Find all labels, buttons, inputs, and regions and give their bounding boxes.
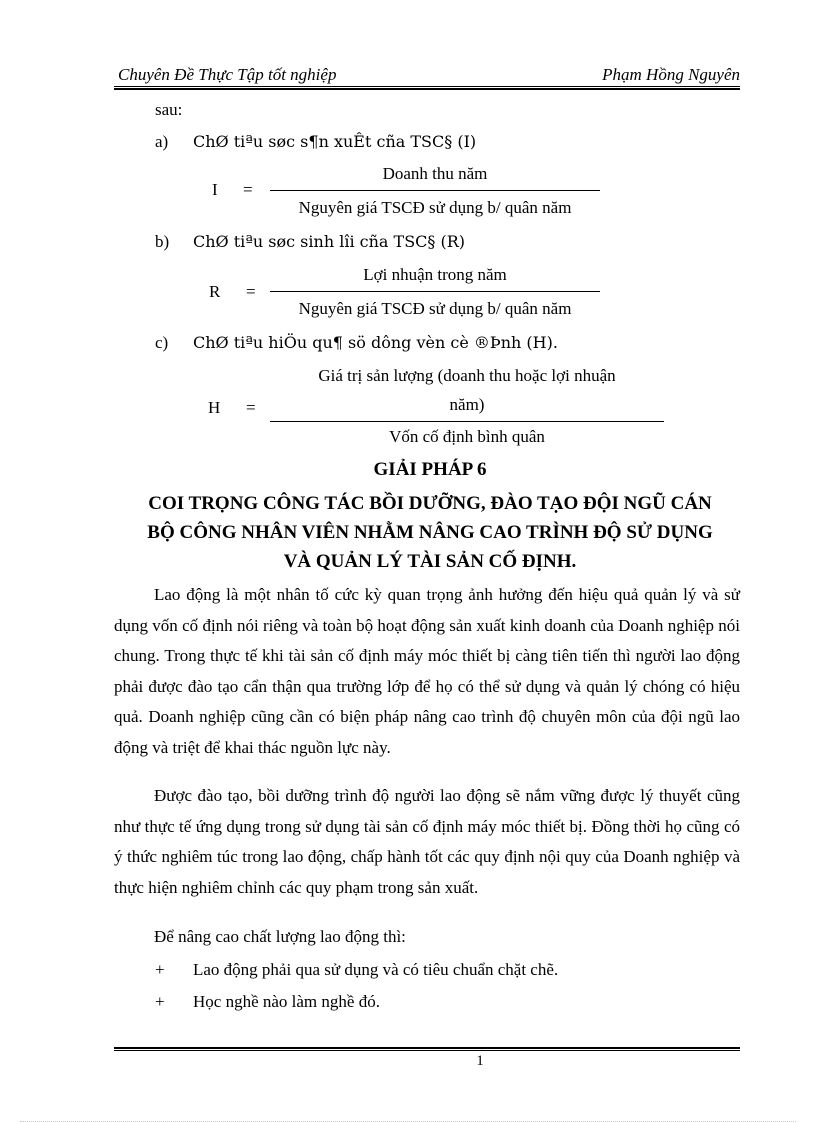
item-b-text: ChØ tiªu søc sinh lîi cña TSC§ (R) — [193, 232, 466, 251]
formula-h-numerator-line1: Giá trị sản lượng (doanh thu hoặc lợi nhuận — [318, 366, 616, 385]
formula-h-denominator: Vốn cố định bình quân — [389, 427, 545, 446]
solution-title-line-2: BỘ CÔNG NHÂN VIÊN NHẰM NÂNG CAO TRÌNH ĐỘ SỬ DỤNG — [147, 522, 713, 543]
paragraph-3: Để nâng cao chất lượng lao động thì: — [154, 927, 406, 946]
formula-i-denominator: Nguyên giá TSCĐ sử dụng b/ quân năm — [298, 198, 572, 217]
formula-r-equals: = — [246, 282, 256, 301]
footer-rule — [114, 1047, 740, 1051]
bullet-2-text: Học nghề nào làm nghề đó. — [193, 992, 380, 1011]
formula-h-equals: = — [246, 398, 256, 417]
formula-i-fraction-bar — [270, 190, 600, 191]
bullet-1-text: Lao động phải qua sử dụng và có tiêu chuẩn chặt chẽ. — [193, 960, 559, 979]
item-a-marker: a) — [155, 132, 169, 151]
formula-r-denominator: Nguyên giá TSCĐ sử dụng b/ quân năm — [298, 299, 572, 318]
intro-text: sau: — [155, 100, 183, 119]
solution-title-line-1: COI TRỌNG CÔNG TÁC BỒI DƯỠNG, ĐÀO TẠO ĐỘI NGŨ CÁN — [148, 493, 712, 514]
bullet-2-marker: + — [155, 992, 165, 1011]
page-edge-dotted-line — [20, 1121, 796, 1122]
formula-i-numerator: Doanh thu năm — [382, 164, 488, 183]
formula-h-numerator-line2: năm) — [449, 395, 485, 414]
formula-i-equals: = — [243, 180, 253, 199]
formula-i-symbol: I — [212, 180, 218, 199]
bullet-1-marker: + — [155, 960, 165, 979]
item-c-marker: c) — [155, 333, 169, 352]
header-left-text: Chuyên Đề Thực Tập tốt nghiệp — [118, 65, 337, 84]
formula-r-symbol: R — [209, 282, 221, 301]
solution-title-line-3: VÀ QUẢN LÝ TÀI SẢN CỐ ĐỊNH. — [283, 551, 577, 572]
header-rule — [114, 86, 740, 90]
page-number: 1 — [476, 1053, 484, 1069]
paragraph-1: Lao động là một nhân tố cức kỳ quan trọng ảnh hưởng đến hiệu quả quản lý và sử dụng vốn cố định nói riêng và toàn bộ hoạt động sản xuất kinh doanh của Doanh nghiệp nói chung. Trong thực tế khi tài sản cố định máy móc thiết bị càng tiên tiến thì người lao động phải được đào tạo cẩn thận qua trường lớp để họ có thể sử dụng và quản lý chóng có hiệu quả. Doanh nghiệp cũng cần có biện pháp nâng cao trình độ chuyên môn của đội ngũ lao động và triệt để khai thác nguồn lực này. — [114, 585, 740, 757]
formula-h-fraction-bar — [270, 421, 664, 422]
formula-r-numerator: Lợi nhuận trong năm — [363, 265, 507, 284]
item-b-marker: b) — [155, 232, 170, 251]
item-a-text: ChØ tiªu søc s¶n xuÊt cña TSC§ (I) — [193, 132, 477, 151]
formula-r-fraction-bar — [270, 291, 600, 292]
solution-heading: GIẢI PHÁP 6 — [373, 459, 487, 480]
formula-h-symbol: H — [208, 398, 221, 417]
paragraph-2: Được đào tạo, bồi dưỡng trình độ người lao động sẽ nắm vững được lý thuyết cũng như thực tế ứng dụng trong sử dụng tài sản cố định máy móc thiết bị. Đồng thời họ cũng có ý thức nghiêm túc trong lao động, chấp hành tốt các quy định nội quy của Doanh nghiệp và thực hiện nghiêm chỉnh các quy phạm trong sản xuất. — [114, 786, 740, 897]
header-right-text: Phạm Hồng Nguyên — [602, 65, 740, 84]
item-c-text: ChØ tiªu hiÖu qu¶ sö dông vèn cè ®Þnh (H). — [193, 333, 558, 352]
